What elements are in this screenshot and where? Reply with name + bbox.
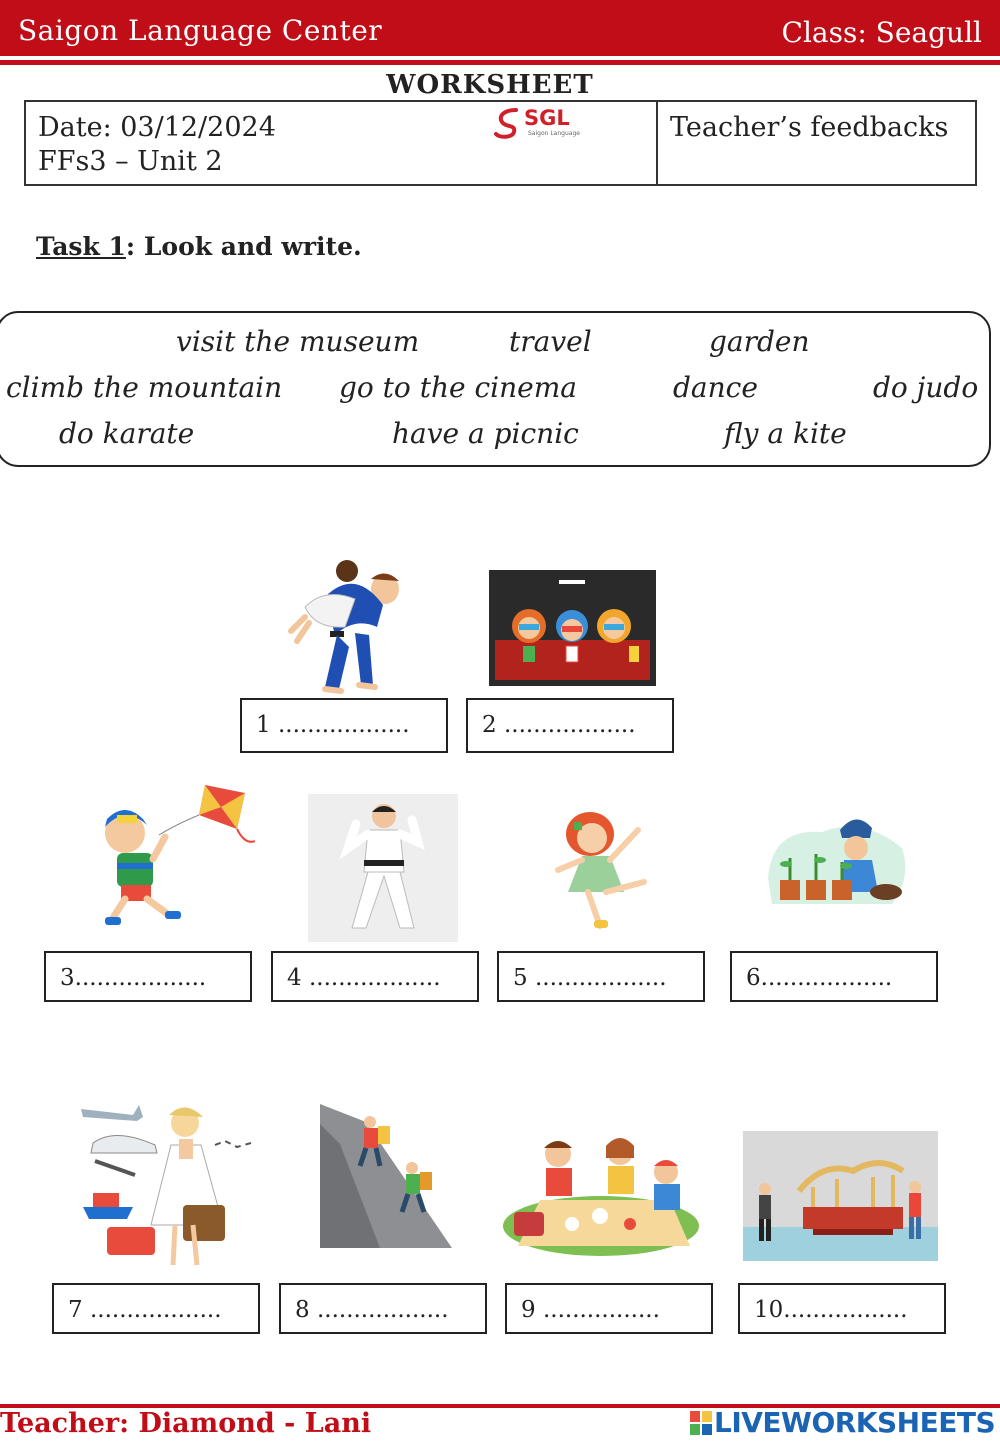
logo-subtext: Saigon Language [528,130,580,137]
liveworksheets-icon [690,1411,712,1435]
kite-icon [95,775,255,933]
judo-icon [285,557,415,697]
word-bank-item: have a picnic [392,417,579,450]
brand-text: LIVEWORKSHEETS [714,1406,996,1439]
picnic-icon [500,1130,702,1260]
word-bank-item: travel [509,325,592,358]
worksheet-title: WORKSHEET [386,70,594,100]
class-label: Class: Seagull [781,16,982,49]
sgl-logo [494,106,594,142]
travel-icon [75,1095,255,1270]
task-heading [36,232,362,261]
date-text: Date: 03/12/2024 [38,112,276,143]
word-bank-item: go to the cinema [339,371,577,404]
answer-box-8[interactable]: 8 .................. [279,1283,487,1334]
answer-box-4[interactable]: 4 .................. [271,951,479,1002]
task-label: Task 1 [36,232,126,261]
answer-box-2[interactable]: 2 .................. [466,698,674,753]
word-bank-item: do karate [59,417,195,450]
word-bank [0,311,991,467]
answer-box-6[interactable]: 6.................. [730,951,938,1002]
dance-icon [548,800,658,936]
task-instruction: : Look and write. [125,232,362,261]
word-bank-item: fly a kite [724,417,847,450]
answer-box-10[interactable]: 10................. [738,1283,946,1334]
unit-text: FFs3 – Unit 2 [38,146,223,177]
info-box [24,100,977,186]
word-bank-item: climb the mountain [6,371,283,404]
answer-box-9[interactable]: 9 ................ [505,1283,713,1334]
sgl-logo-icon [494,106,524,140]
logo-text: SGL [524,106,570,130]
header-bar [0,0,1000,56]
answer-box-5[interactable]: 5 .................. [497,951,705,1002]
word-bank-item: garden [709,325,810,358]
word-bank-item: do judo [873,371,979,404]
karate-icon [308,794,458,942]
teacher-name: Teacher: Diamond - Lani [0,1408,372,1439]
header-divider [0,60,1000,65]
word-bank-item: visit the museum [176,325,420,358]
mountain-climbing-icon [320,1104,458,1248]
center-name: Saigon Language Center [18,14,383,47]
word-bank-item: dance [673,371,758,404]
cinema-icon [489,570,656,686]
garden-icon [762,808,912,918]
liveworksheets-logo [690,1406,995,1439]
teacher-feedback-label: Teacher’s feedbacks [670,112,949,143]
answer-box-1[interactable]: 1 .................. [240,698,448,753]
info-divider [656,102,658,184]
answer-box-3[interactable]: 3.................. [44,951,252,1002]
answer-box-7[interactable]: 7 .................. [52,1283,260,1334]
museum-icon [743,1131,938,1261]
